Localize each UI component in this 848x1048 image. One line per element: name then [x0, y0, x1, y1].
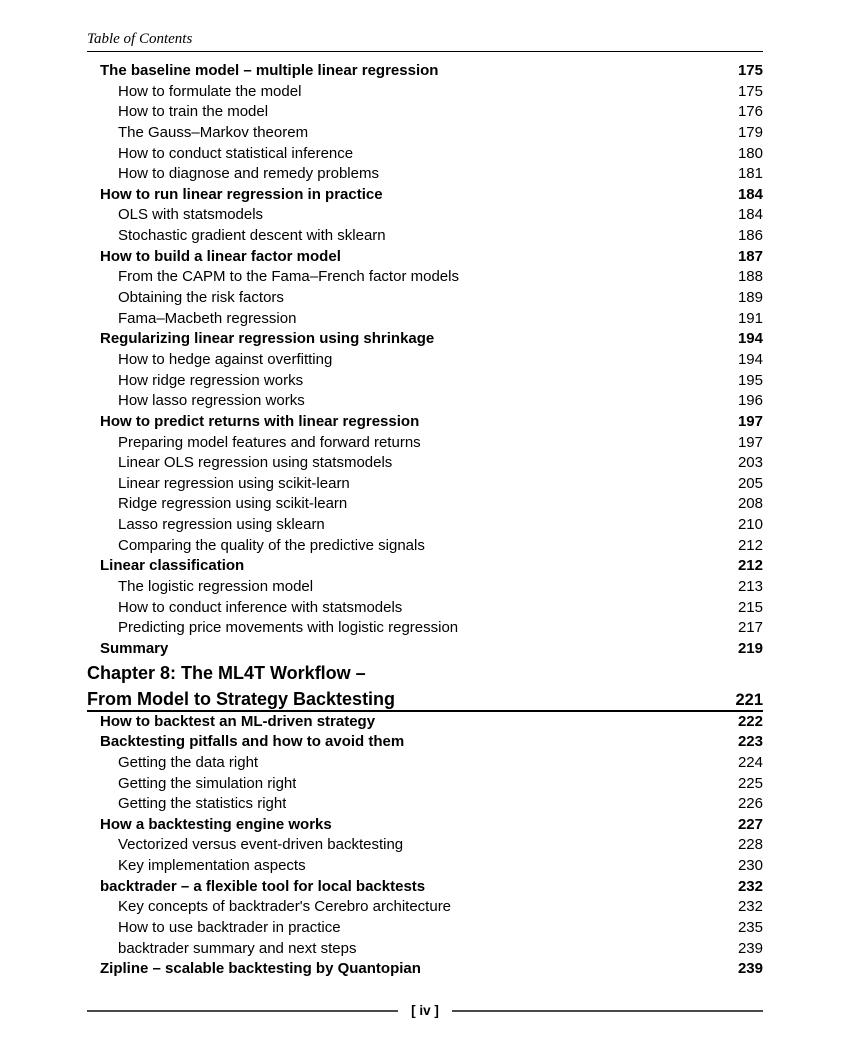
toc-entry-label: The Gauss–Markov theorem [118, 123, 309, 141]
toc-entry [87, 494, 763, 515]
toc-entry [87, 474, 763, 495]
footer-rule-left [87, 1010, 398, 1012]
toc-entry-page-number: 227 [737, 815, 763, 833]
toc-entry-label: From Model to Strategy Backtesting [87, 688, 396, 709]
toc-entry-label: Key concepts of backtrader's Cerebro architecture [118, 898, 452, 916]
toc-entry-label: How to conduct statistical inference [118, 144, 354, 162]
toc-entry-label: How to formulate the model [118, 82, 302, 100]
toc-entry [87, 309, 763, 330]
toc-entry-label: The logistic regression model [118, 578, 314, 596]
toc-entry-page-number: 189 [737, 289, 763, 307]
toc-entry-label: How to use backtrader in practice [118, 918, 341, 936]
toc-entry [87, 712, 763, 733]
toc-entry-label: How to diagnose and remedy problems [118, 165, 379, 183]
toc-entry-page-number: 221 [735, 690, 763, 709]
toc-entry [87, 577, 763, 598]
toc-entry-page-number: 184 [737, 185, 763, 203]
toc-entry [87, 247, 763, 268]
toc-entry-page-number: 217 [737, 619, 763, 637]
toc-entry-page-number: 232 [737, 898, 763, 916]
toc-entry [87, 835, 763, 856]
toc-entry [87, 102, 763, 123]
toc-entry [87, 453, 763, 474]
toc-entry [87, 226, 763, 247]
toc-entry [87, 391, 763, 412]
toc-entry [87, 164, 763, 185]
toc-entry-label: How a backtesting engine works [100, 815, 332, 833]
toc-entry-page-number: 175 [737, 82, 763, 100]
toc-entry [87, 515, 763, 536]
toc-entry-page-number: 208 [737, 495, 763, 513]
toc-entry-page-number: 215 [737, 598, 763, 616]
toc-entry [87, 205, 763, 226]
toc-entry [87, 732, 763, 753]
toc-entry [87, 144, 763, 165]
toc-entry-page-number: 235 [737, 918, 763, 936]
toc-entry [87, 556, 763, 577]
toc-entry [87, 918, 763, 939]
toc-entry [87, 536, 763, 557]
toc-entry-page-number: 210 [737, 516, 763, 534]
toc-entry-label: Getting the statistics right [118, 795, 287, 813]
toc-entry [87, 774, 763, 795]
toc-entry [87, 288, 763, 309]
toc-entry-label: How to conduct inference with statsmodels [118, 598, 403, 616]
toc-entry-label: Preparing model features and forward returns [118, 433, 421, 451]
page-footer [87, 1002, 763, 1020]
toc-entry-page-number: 205 [737, 474, 763, 492]
toc-entry-label: Getting the data right [118, 753, 259, 771]
toc-entry-label: Key implementation aspects [118, 857, 306, 875]
toc-entry-page-number: 187 [737, 247, 763, 265]
footer-rule-right [452, 1010, 763, 1012]
toc-entry [87, 618, 763, 639]
toc-list [87, 61, 763, 980]
toc-entry-label: Backtesting pitfalls and how to avoid them [100, 733, 405, 751]
toc-entry [87, 185, 763, 206]
running-header-title: Table of Contents [87, 31, 193, 47]
toc-entry-label: Chapter 8: The ML4T Workflow – [87, 662, 366, 683]
toc-entry-page-number: 197 [737, 412, 763, 430]
toc-entry-label: Zipline – scalable backtesting by Quantopian [100, 960, 421, 978]
toc-entry-page-number: 188 [737, 268, 763, 286]
toc-entry [87, 329, 763, 350]
toc-entry-page-number: 239 [737, 939, 763, 957]
toc-entry-label: How to hedge against overfitting [118, 350, 333, 368]
toc-entry [87, 639, 763, 660]
toc-entry-label: The baseline model – multiple linear regression [100, 62, 439, 79]
toc-entry-label: Predicting price movements with logistic regression [118, 619, 459, 637]
toc-entry-label: Ridge regression using scikit-learn [118, 495, 348, 513]
toc-entry-label: How to run linear regression in practice [100, 185, 383, 203]
toc-entry-label: How to build a linear factor model [100, 247, 341, 265]
toc-entry-label: Comparing the quality of the predictive signals [118, 536, 425, 554]
toc-entry-page-number: 197 [737, 433, 763, 451]
toc-entry [87, 371, 763, 392]
toc-entry-page-number: 191 [737, 309, 763, 327]
toc-entry-label: Getting the simulation right [118, 774, 297, 792]
toc-entry-page-number: 212 [737, 536, 763, 554]
toc-entry-page-number: 184 [737, 206, 763, 224]
toc-entry-label: How ridge regression works [118, 371, 304, 389]
toc-entry-page-number: 176 [737, 103, 763, 121]
toc-entry-label: Linear regression using scikit-learn [118, 474, 350, 492]
toc-entry-label: How to predict returns with linear regression [100, 412, 420, 430]
toc-entry-label: Obtaining the risk factors [118, 289, 284, 307]
toc-entry-label: How to backtest an ML-driven strategy [100, 712, 376, 730]
running-header [87, 31, 763, 52]
toc-entry-page-number: 224 [737, 753, 763, 771]
toc-entry-label: backtrader – a flexible tool for local backtests [100, 877, 426, 895]
toc-entry [87, 897, 763, 918]
toc-entry-page-number: 181 [737, 165, 763, 183]
toc-entry-page-number: 226 [737, 795, 763, 813]
toc-entry-label: Stochastic gradient descent with sklearn [118, 227, 386, 245]
toc-entry-label: Lasso regression using sklearn [118, 516, 325, 534]
toc-entry-page-number: 203 [737, 454, 763, 472]
toc-entry-page-number: 230 [737, 857, 763, 875]
toc-entry-page-number: 180 [737, 144, 763, 162]
toc-entry [87, 660, 763, 686]
toc-entry-label: OLS with statsmodels [118, 206, 264, 224]
toc-entry [87, 959, 763, 980]
toc-entry-page-number: 225 [737, 774, 763, 792]
toc-entry-label: Summary [100, 639, 169, 657]
toc-entry-page-number: 239 [737, 960, 763, 978]
toc-entry [87, 856, 763, 877]
toc-entry [87, 753, 763, 774]
toc-entry-label: Regularizing linear regression using shrinkage [100, 330, 435, 348]
toc-entry-label: Linear OLS regression using statsmodels [118, 454, 393, 472]
toc-entry-label: From the CAPM to the Fama–French factor models [118, 268, 459, 286]
toc-entry [87, 433, 763, 454]
toc-entry-page-number: 194 [737, 330, 763, 348]
toc-entry-page-number: 195 [737, 371, 763, 389]
toc-entry-label: How lasso regression works [118, 392, 305, 410]
footer-page-number: [ iv ] [411, 1003, 439, 1018]
toc-entry [87, 61, 763, 82]
toc-entry [87, 598, 763, 619]
toc-entry [87, 123, 763, 144]
toc-entry-page-number: 175 [737, 62, 763, 79]
toc-entry [87, 82, 763, 103]
toc-entry-page-number: 222 [737, 712, 763, 730]
toc-entry [87, 794, 763, 815]
toc-entry [87, 815, 763, 836]
toc-entry-label: Linear classification [100, 557, 245, 575]
toc-entry [87, 877, 763, 898]
toc-entry-label: How to train the model [118, 103, 269, 121]
toc-entry-label: Fama–Macbeth regression [118, 309, 297, 327]
toc-entry-page-number: 212 [737, 557, 763, 575]
toc-entry-page-number: 223 [737, 733, 763, 751]
toc-entry-page-number: 196 [737, 392, 763, 410]
toc-entry-label: backtrader summary and next steps [118, 939, 357, 957]
toc-entry [87, 350, 763, 371]
toc-entry [87, 939, 763, 960]
toc-entry-page-number: 194 [737, 350, 763, 368]
toc-entry-page-number: 219 [737, 639, 763, 657]
toc-entry-page-number: 228 [737, 836, 763, 854]
toc-entry [87, 267, 763, 288]
toc-entry [87, 686, 763, 712]
toc-entry-page-number: 186 [737, 227, 763, 245]
toc-entry-page-number: 213 [737, 578, 763, 596]
toc-entry-page-number: 232 [737, 877, 763, 895]
toc-entry [87, 412, 763, 433]
toc-entry-label: Vectorized versus event-driven backtesting [118, 836, 404, 854]
toc-entry-page-number: 179 [737, 123, 763, 141]
